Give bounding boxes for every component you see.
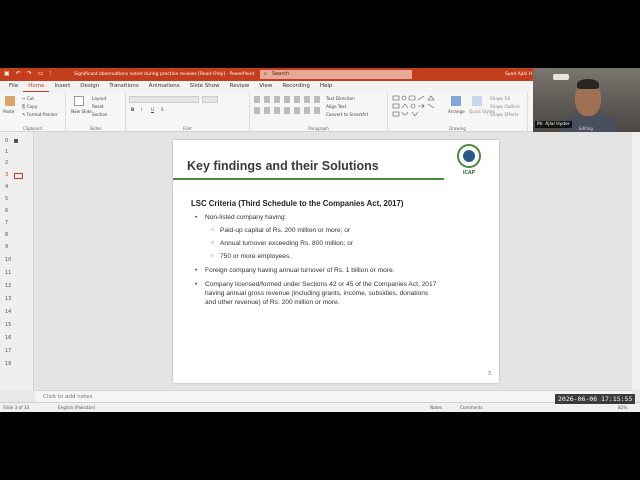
save-icon[interactable]: ▣ (4, 70, 10, 77)
drawing-group (388, 92, 528, 132)
thumbnail-9[interactable] (2, 244, 32, 254)
bullet-icon: • (195, 214, 198, 221)
tab-insert[interactable]: Insert (54, 83, 71, 89)
list-buttons[interactable] (254, 96, 320, 103)
thumbnail-12[interactable] (2, 283, 32, 293)
thumbnail-17[interactable] (2, 348, 32, 358)
paste-icon[interactable] (5, 96, 15, 106)
thumbnail-0[interactable] (2, 138, 32, 148)
brush-icon: ✎ (22, 112, 27, 117)
slide-number: 3 (487, 371, 491, 377)
sub-bullet-employees[interactable] (211, 252, 292, 261)
title-underline (173, 178, 444, 180)
thumbnail-2[interactable] (2, 160, 32, 170)
text-direction-button[interactable]: Text Direction (326, 96, 355, 101)
clipboard-group (0, 92, 66, 132)
align-text-button[interactable]: Align Text (326, 104, 347, 109)
bullet-text: Foreign company having annual turnover of Rs. 1 billion or more. (205, 267, 395, 274)
thumbnail-6[interactable] (2, 208, 32, 218)
thumbnail-3[interactable] (2, 172, 32, 182)
bullet-foreign[interactable] (195, 266, 395, 275)
bullet-icon: • (195, 281, 198, 288)
logo-emblem (463, 150, 475, 162)
paragraph-group (250, 92, 388, 132)
tab-review[interactable]: Review (229, 83, 250, 89)
customize-icon[interactable]: ⁝ (49, 70, 52, 77)
thumbnail-number: 1 (5, 149, 9, 155)
reset-button[interactable]: Reset (92, 104, 104, 109)
search-icon: ⌕ (264, 71, 267, 77)
bullet-line: and other revenue) of Rs. 200 million or more. (205, 299, 340, 306)
present-icon[interactable]: ▭ (37, 70, 44, 77)
thumbnail-number: 4 (5, 184, 9, 190)
slides-label: Slides (89, 126, 102, 131)
language-indicator[interactable]: English (Pakistan) (58, 405, 96, 410)
thumbnail-13[interactable] (2, 296, 32, 306)
webcam-overlay (533, 68, 640, 132)
logo-text: ICAP (463, 170, 475, 176)
notes-pane[interactable]: Click to add notes (35, 390, 632, 402)
cut-button[interactable] (22, 96, 34, 101)
slide-title[interactable]: Key findings and their Solutions (187, 159, 379, 173)
sub-bullet-icon: ○ (211, 227, 215, 233)
search-placeholder: Search (272, 71, 290, 77)
thumbnail-number: 11 (5, 270, 12, 276)
thumbnail-number: 17 (5, 348, 12, 354)
thumbnail-14[interactable] (2, 309, 32, 319)
bullet-line: Company licensed/formed under Sections 42 or 45 of the Companies Act, 2017 (205, 281, 437, 288)
thumbnail-7[interactable] (2, 220, 32, 230)
font-name-select[interactable] (129, 96, 199, 103)
tab-design[interactable]: Design (80, 83, 100, 89)
clipboard-label: Clipboard (22, 126, 43, 131)
font-size-select[interactable] (202, 96, 218, 103)
paragraph-label: Paragraph (308, 126, 329, 131)
bullet-text: Non-listed company having: (205, 214, 287, 221)
thumbnail-8[interactable] (2, 232, 32, 242)
presenter-name: Mr. Ajlal Hyder (537, 122, 570, 127)
cut-label: Cut (26, 96, 35, 101)
shape-fill-button[interactable]: Shape Fill (490, 96, 511, 101)
slide-thumbnails (0, 132, 34, 390)
presenter-hair (577, 79, 599, 89)
paste-button[interactable]: Paste (3, 109, 15, 114)
thumbnail-number: 6 (5, 208, 9, 214)
quick-styles-icon[interactable] (472, 96, 482, 106)
tab-home[interactable]: Home (23, 81, 49, 92)
tab-file[interactable]: File (9, 83, 19, 89)
tab-slide-show[interactable]: Slide Show (189, 83, 220, 89)
thumbnail-15[interactable] (2, 322, 32, 332)
sub-bullet-text: Annual turnover exceeding Rs. 800 million; or (220, 240, 354, 247)
sub-bullet-turnover[interactable] (211, 239, 354, 248)
section-heading[interactable]: LSC Criteria (Third Schedule to the Companies Act, 2017) (191, 199, 404, 208)
thumbnail-18[interactable] (2, 361, 32, 371)
background-lamp (553, 74, 569, 80)
thumbnail-number: 18 (5, 361, 12, 367)
tab-recording[interactable]: Recording (282, 83, 310, 89)
thumbnail-1[interactable] (2, 149, 32, 159)
slides-group (66, 92, 126, 132)
shape-effects-button[interactable]: Shape Effects (490, 112, 519, 117)
thumbnail-number: 9 (5, 244, 9, 250)
user-name[interactable]: Syed Ajlal H (505, 72, 532, 77)
thumbnail-number: 8 (5, 232, 9, 238)
recording-timestamp: 2026-06-06 17:15:55 (555, 394, 635, 404)
shapes-gallery[interactable] (392, 95, 444, 119)
tab-help[interactable]: Help (319, 83, 333, 89)
redo-icon[interactable]: ↷ (26, 70, 32, 77)
thumbnail-number: 12 (5, 283, 12, 289)
sub-bullet-text: 750 or more employees. (220, 253, 292, 260)
format-painter-label: Format Painter (26, 112, 58, 117)
status-bar (0, 402, 640, 412)
thumbnail-number: 0 (5, 138, 9, 144)
convert-smartart-button[interactable]: Convert to SmartArt (326, 112, 369, 117)
undo-icon[interactable]: ↶ (15, 70, 21, 77)
font-group (126, 92, 250, 132)
zoom-level[interactable]: 82% (618, 405, 628, 410)
new-slide-button[interactable]: New Slide (71, 109, 92, 114)
strikethrough-button[interactable]: S (161, 107, 164, 112)
sub-bullet-paid-up[interactable] (211, 226, 351, 235)
arrange-icon[interactable] (451, 96, 461, 106)
drawing-label: Drawing (449, 126, 466, 131)
thumbnail-number: 10 (5, 257, 12, 263)
thumbnail-16[interactable] (2, 335, 32, 345)
font-label: Font (183, 126, 192, 131)
comments-button[interactable]: Comments (460, 405, 483, 410)
thumbnail-number: 5 (5, 196, 9, 202)
thumbnail-number: 13 (5, 296, 12, 302)
vertical-scrollbar[interactable] (632, 132, 640, 390)
align-buttons[interactable] (254, 107, 320, 114)
arrange-button[interactable]: Arrange (448, 109, 465, 114)
shape-outline-button[interactable]: Shape Outline (490, 104, 520, 109)
bullet-line: having annual gross revenue (including grants, income, subsidies, donations (205, 290, 429, 297)
copy-icon: ⎘ (22, 104, 27, 109)
italic-button[interactable]: I (141, 107, 143, 112)
current-slide[interactable] (173, 140, 499, 383)
thumbnail-11[interactable] (2, 270, 32, 280)
bold-button[interactable]: B (131, 107, 135, 112)
thumbnail-number: 2 (5, 160, 9, 166)
slide-info: Slide 3 of 33 (3, 405, 30, 410)
thumbnail-number: 14 (5, 309, 12, 315)
thumbnail-10[interactable] (2, 257, 32, 267)
document-title: Significant observations noted during practice reviews [Read-Only] - PowerPoint (74, 72, 255, 77)
tab-view[interactable]: View (259, 83, 273, 89)
thumbnail-5[interactable] (2, 196, 32, 206)
search-box[interactable] (260, 70, 412, 79)
format-painter-button[interactable] (22, 112, 58, 117)
editing-indicator: Editing (579, 126, 593, 131)
sub-bullet-icon: ○ (211, 240, 215, 246)
thumbnail-number: 15 (5, 322, 12, 328)
bullet-non-listed[interactable] (195, 213, 287, 222)
notes-button[interactable]: Notes (430, 405, 443, 410)
thumbnail-image (14, 139, 18, 143)
sub-bullet-text: Paid-up capital of Rs. 200 million or more; or (220, 227, 351, 234)
section-button[interactable]: Section (92, 112, 108, 117)
copy-label: Copy (26, 104, 38, 109)
thumbnail-4[interactable] (2, 184, 32, 194)
icap-logo (453, 144, 485, 178)
quick-styles-button[interactable]: Quick Styles (469, 109, 495, 114)
tab-animations[interactable]: Animations (148, 83, 180, 89)
sub-bullet-icon: ○ (211, 253, 215, 259)
quick-access-toolbar (4, 71, 51, 77)
slide-editor[interactable] (35, 132, 632, 390)
new-slide-icon[interactable] (74, 96, 84, 106)
thumbnail-number: 7 (5, 220, 9, 226)
thumbnail-image (14, 173, 23, 179)
layout-button[interactable]: Layout (92, 96, 107, 101)
thumbnail-number: 16 (5, 335, 12, 341)
tab-transitions[interactable]: Transitions (109, 83, 139, 89)
bullet-licensed[interactable] (195, 280, 437, 307)
cut-icon: ✂ (22, 96, 27, 101)
underline-button[interactable]: U (151, 107, 155, 112)
copy-button[interactable] (22, 104, 37, 109)
thumbnail-number: 3 (5, 172, 9, 178)
bullet-icon: • (195, 267, 198, 274)
